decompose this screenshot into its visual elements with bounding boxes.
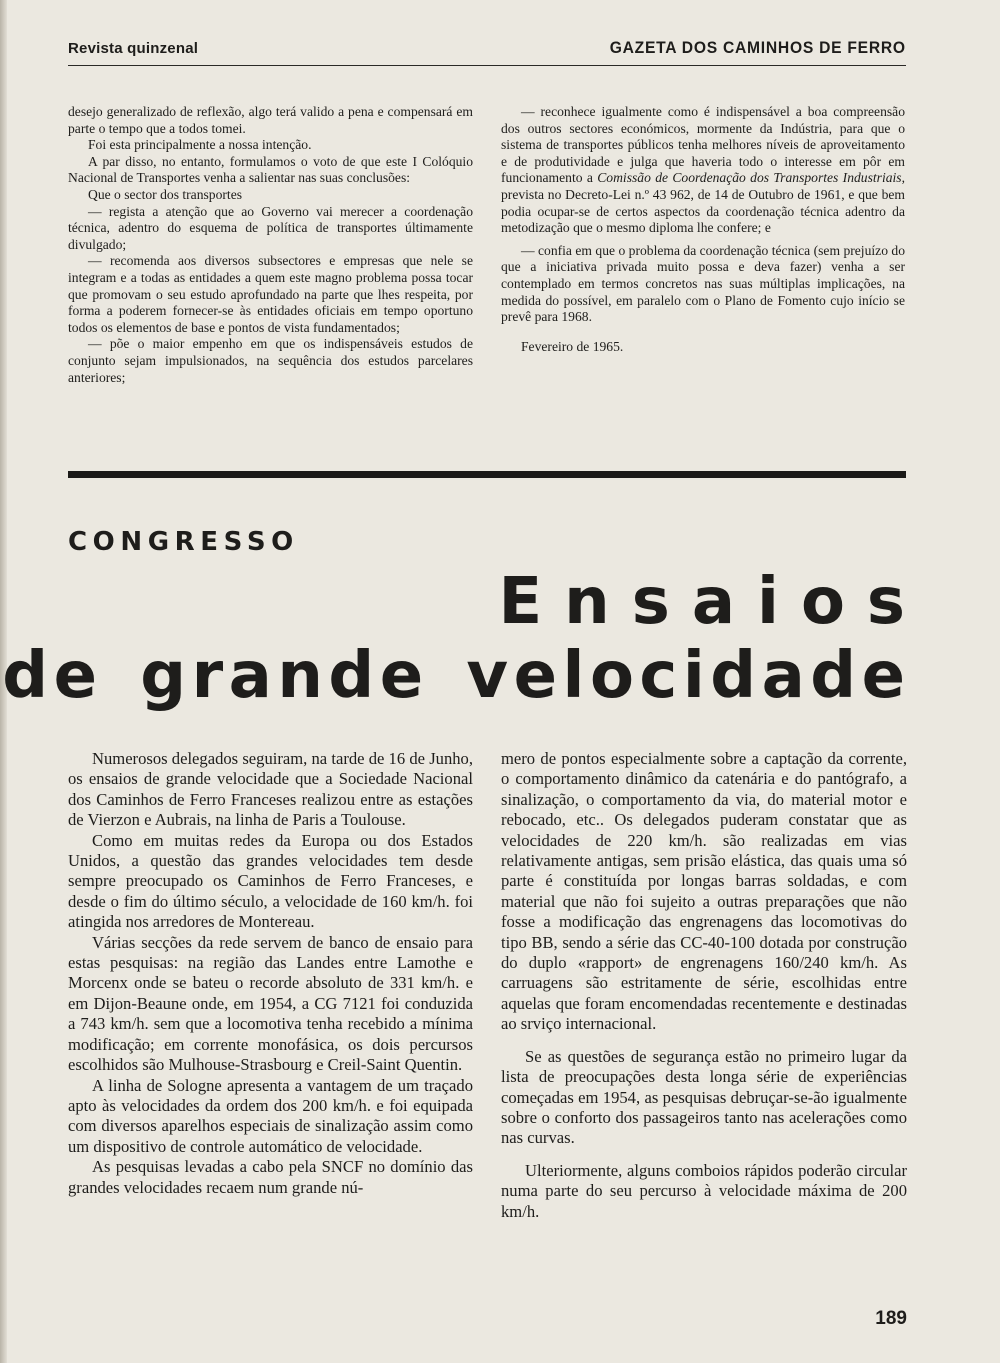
list-item: — regista a atenção que ao Governo vai merecer a coordenação técnica, adentro do esquema de política de transportes últimamente divulgado; [68,203,473,252]
top-right-column [501,104,905,355]
paragraph: As pesquisas levadas a cabo pela SNCF no domínio das grandes velocidades recaem num grande nú- [68,1157,473,1197]
paragraph: Várias secções da rede servem de banco de ensaio para estas pesquisas: na região das Landes entre Lamothe e Morcenx onde se bateu o recorde absoluto de 331 km/h. e em Dijon-Beaune onde, em 1954, a CG 7121 foi conduzida a 743 km/h. sem que a locomotiva tenha recebido a mínima modificação; em corrente monofásica, os dois percursos escolhidos são Mulhouse-Strasbourg e Creil-Saint Quentin. [68,932,473,1075]
header-magazine-title: GAZETA DOS CAMINHOS DE FERRO [609,38,906,57]
top-left-column [68,104,473,386]
header-divider [68,65,906,66]
article-left-column [68,749,473,1198]
article-right-column [501,749,907,1222]
list-item: — põe o maior empenho em que os indispensáveis estudos de conjunto sejam impulsionados, na sequência dos estudos parcelares anteriores; [68,336,473,385]
paragraph: A par disso, no entanto, formulamos o voto de que este I Colóquio Nacional de Transportes venha a salientar nas suas conclusões: [68,153,473,186]
list-item: — recomenda aos diversos subsectores e empresas que nele se integram e a todas as entidades a quem este magno problema possa tocar que promovam o seu estudo aprofundado na parte que lhes respeita, por forma a poderem fornecer-se às entidades oficiais em tempo oportuno todos os elementos de base e pontos de vista fundamentados; [68,253,473,335]
section-divider [68,471,906,478]
paragraph: A linha de Sologne apresenta a vantagem de um traçado apto às velocidades da ordem dos 200 km/h. e foi equipada com diversos aparelhos especiais de sinalização assim como um dispositivo de controle automático de velocidade. [68,1075,473,1156]
paragraph-text: , prevista no Decreto-Lei n.º 43 962, de 14 de Outubro de 1961, e que bem podia ocupar-se de certos aspectos da coordenação técnica adentro da metodização que o mesmo diploma lhe confere; e [501,170,905,236]
paragraph: Numerosos delegados seguiram, na tarde de 16 de Junho, os ensaios de grande velocidade que a Sociedade Nacional dos Caminhos de Ferro Franceses realizou entre as estações de Vierzon e Aubrais, na linha de Paris a Toulouse. [68,749,473,830]
article-title-line-1: Ensaios [498,565,927,639]
article-title-line-2: de grande velocidade [2,639,911,713]
commission-name: Comissão de Coordenação dos Transportes Industriais [597,170,902,186]
dateline: Fevereiro de 1965. [521,338,624,354]
page-number: 189 [875,1308,907,1329]
paragraph: Que o sector dos transportes [88,186,243,202]
paragraph: mero de pontos especialmente sobre a captação da corrente, o comportamento dinâmico da catenária e do pantógrafo, a sinalização, o comportamento da via, do material motor e rebocado, etc.. Os delegados puderam constatar que as velocidades de 220 km/h. são realizadas em vias relativamente antigas, sem prisão elástica, das quais uma só parte é constituída por longas barras soldadas, e com material que não foi sujeito a outras preparações que não fosse a modificação das engrenagens das locomotivas do tipo BB, sendo a série das CC-40-100 dotada por construção do duplo «rapport» de engrenagens 160/240 km/h. As carruagens são estritamente de série, escolhidas entre aquelas que foram encomendadas recentemente e destinadas ao srviço internacional. [501,749,907,1034]
paragraph: desejo generalizado de reflexão, algo terá valido a pena e compensará em parte o tempo que a todos tomei. [68,104,473,136]
paragraph: Foi esta principalmente a nossa intenção. [88,137,312,153]
paragraph-text: — reconhece igualmente como é indispensável a boa compreensão dos outros sectores económicos, mormente da Indústria, para que o sistema de transportes públicos tenha melhores níveis de aproveitamento e de produtividade e julga que haveria todo o interesse em pôr em funcionamento a [501,104,905,186]
paragraph: Como em muitas redes da Europa ou dos Estados Unidos, a questão das grandes velocidades tem desde sempre preocupado os Caminhos de Ferro Franceses, e desde o fim do último século, a velocidade de 160 km/h. foi atingida nos arredores de Montereau. [68,830,473,932]
paragraph: Se as questões de segurança estão no primeiro lugar da lista de preocupações desta longa série de experiências começadas em 1954, as pesquisas debruçar-se-ão igualmente sobre o conforto dos passageiros tanto nas acelerações como nas curvas. [501,1046,907,1148]
list-item [501,104,905,237]
header-publication-frequency: Revista quinzenal [68,40,199,57]
paragraph: Ulteriormente, alguns comboios rápidos poderão circular numa parte do seu percurso à velocidade máxima de 200 km/h. [501,1160,907,1221]
list-item: — confia em que o problema da coordenação técnica (sem prejuízo do que a iniciativa privada muito possa e deva fazer) venha a ser contemplado em termos concretos nas suas múltiplas implicações, na medida do possível, em paralelo com o Plano de Fomento cujo início se prevê para 1968. [501,242,905,325]
section-label: CONGRESSO [68,527,299,557]
